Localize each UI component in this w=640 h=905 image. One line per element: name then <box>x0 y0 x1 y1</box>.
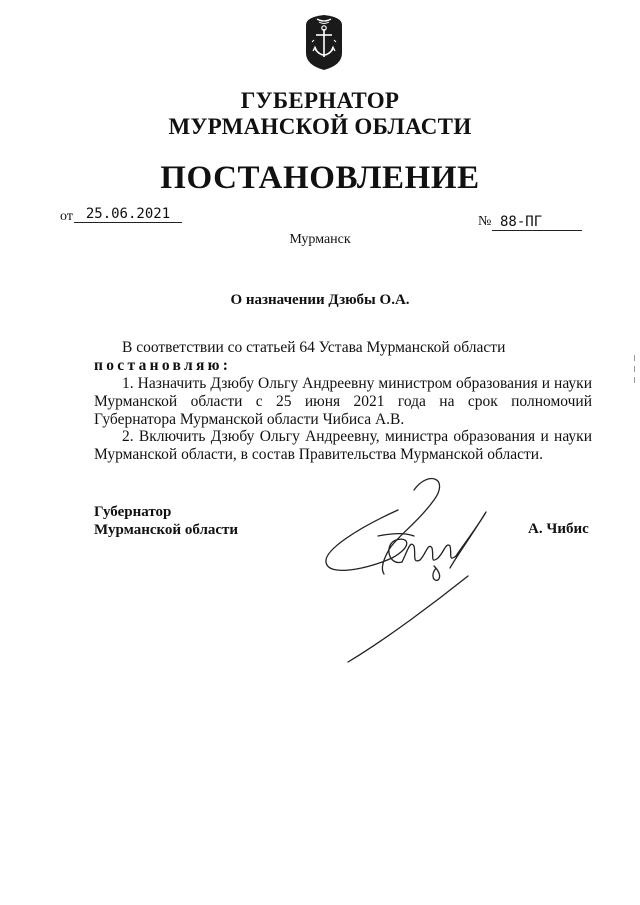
margin-mark <box>633 355 636 383</box>
signatory-name: А. Чибис <box>528 521 589 537</box>
issuer-title: ГУБЕРНАТОР <box>240 88 400 113</box>
document-type: ПОСТАНОВЛЕНИЕ <box>160 160 480 196</box>
date-label: от <box>60 209 73 224</box>
signatory-title-line-1: Губернатор <box>94 504 172 520</box>
signatory-title <box>94 503 238 539</box>
item-1-paragraph: 1. Назначить Дзюбу Ольгу Андреевну министром образования и науки Мурманской области с 25 июня 2021 года на срок полномочий Губернатора Мурманской области Чибиса А.В. <box>94 375 592 428</box>
document-subject: О назначении Дзюбы О.А. <box>230 292 410 308</box>
issue-city: Мурманск <box>289 232 351 247</box>
decrees-word: постановляю: <box>94 357 232 374</box>
issuer-region: МУРМАНСКОЙ ОБЛАСТИ <box>168 114 472 139</box>
document-number: 88-ПГ <box>492 214 582 231</box>
intro-paragraph: В соответствии со статьей 64 Устава Мурманской области <box>122 339 506 356</box>
item-2-paragraph: 2. Включить Дзюбу Ольгу Андреевну, министра образования и науки Мурманской области, в состав Правительства Мурманской области. <box>94 428 592 463</box>
signatory-title-line-2: Мурманской области <box>94 522 239 538</box>
number-label: № <box>478 214 492 229</box>
document-date: 25.06.2021 <box>74 206 182 223</box>
coat-of-arms-icon <box>303 13 345 71</box>
handwritten-signature <box>318 470 503 665</box>
